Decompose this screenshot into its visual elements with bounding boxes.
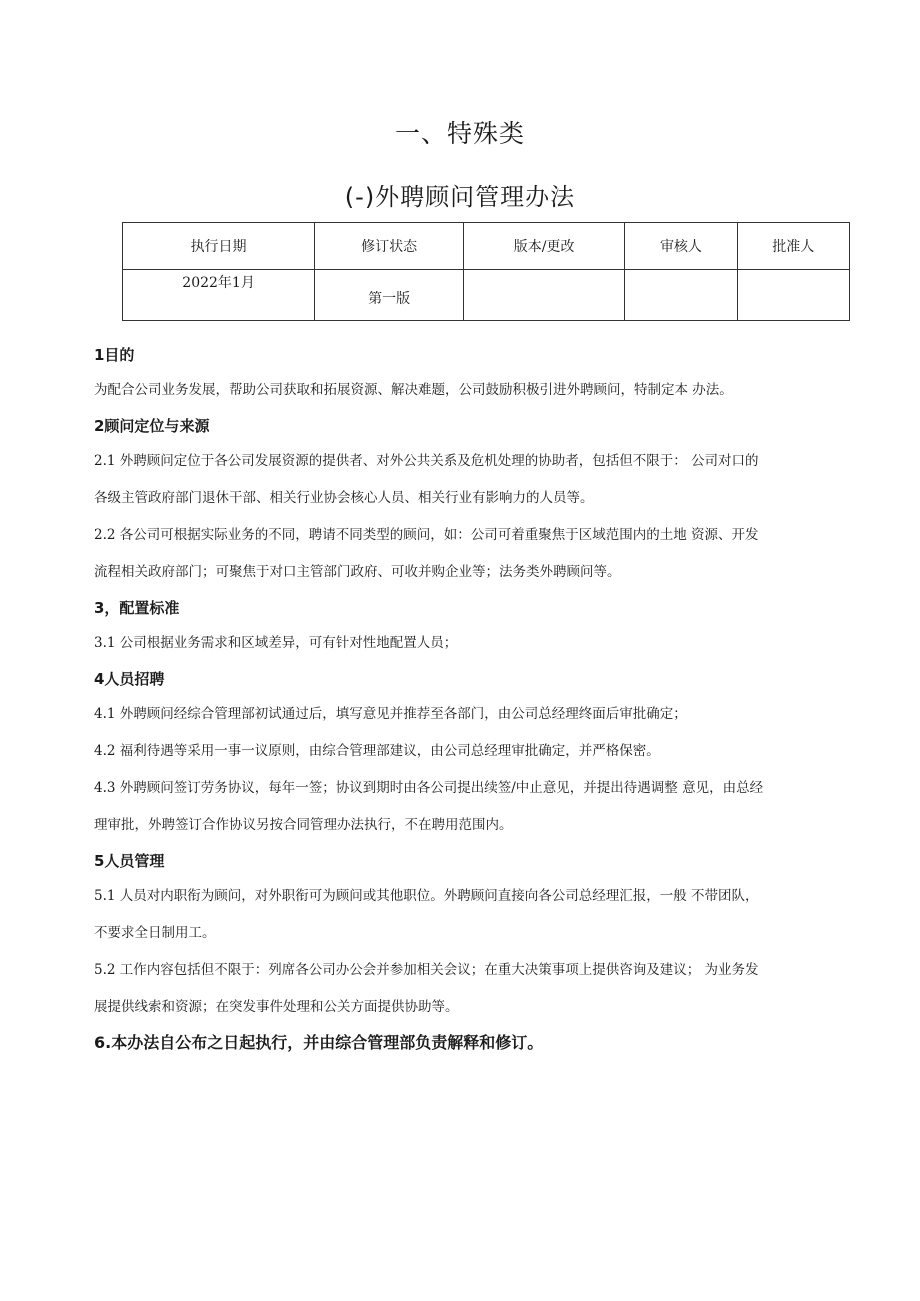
section-heading-purpose: 1目的 [94,346,135,364]
cell-exec-date: 2022年1月 [123,270,315,321]
header-reviewer: 审核人 [625,223,737,270]
section-heading-effective: 6.本办法自公布之日起执行，并由综合管理部负责解释和修订。 [94,1033,544,1052]
paragraph-line: 4.1 外聘顾问经综合管理部初试通过后，填写意见并推荐至各部门，由公司总经理终面后审批确定； [94,706,687,722]
header-approver: 批准人 [737,223,849,270]
paragraph-line: 为配合公司业务发展，帮助公司获取和拓展资源、解决难题，公司鼓励积极引进外聘顾问，特制定本 办法。 [94,382,733,398]
paragraph-line: 流程相关政府部门；可聚焦于对口主管部门政府、可收并购企业等；法务类外聘顾问等。 [94,564,621,580]
section-heading-recruitment: 4人员招聘 [94,670,165,688]
document-title: 一、特殊类 [394,119,525,148]
revision-table-header [123,223,850,270]
paragraph-line: 各级主管政府部门退休干部、相关行业协会核心人员、相关行业有影响力的人员等。 [94,490,594,506]
paragraph-line: 2.2 各公司可根据实际业务的不同，聘请不同类型的顾问，如：公司可着重聚焦于区域范围内的土地 资源、开发 [94,527,759,543]
document-body [94,338,884,1060]
cell-reviewer [625,270,737,321]
document-subtitle: (-)外聘顾问管理办法 [344,183,576,211]
cell-version [464,270,625,321]
section-heading-management: 5人员管理 [94,852,165,870]
paragraph-line: 4.2 福利待遇等采用一事一议原则，由综合管理部建议，由公司总经理审批确定，并严格保密。 [94,743,660,759]
paragraph-line: 2.1 外聘顾问定位于各公司发展资源的提供者、对外公共关系及危机处理的协助者，包括但不限于： 公司对口的 [94,453,759,469]
paragraph-line: 4.3 外聘顾问签订劳务协议，每年一签；协议到期时由各公司提出续签/中止意见，并提出待遇调整 意见，由总经 [94,780,764,796]
revision-table [122,222,850,321]
table-row [123,270,850,321]
section-heading-positioning: 2顾问定位与来源 [94,417,210,435]
cell-approver [737,270,849,321]
paragraph-line: 展提供线索和资源；在突发事件处理和公关方面提供协助等。 [94,999,459,1015]
header-version: 版本/更改 [464,223,625,270]
paragraph-line: 5.2 工作内容包括但不限于：列席各公司办公会并参加相关会议；在重大决策事项上提供咨询及建议； 为业务发 [94,962,759,978]
cell-revision-status: 第一版 [315,270,464,321]
header-exec-date: 执行日期 [123,223,315,270]
paragraph-line: 3.1 公司根据业务需求和区域差异，可有针对性地配置人员； [94,635,458,651]
paragraph-line: 5.1 人员对内职衔为顾问，对外职衔可为顾问或其他职位。外聘顾问直接向各公司总经理汇报，一般 不带团队， [94,888,759,904]
header-revision-status: 修订状态 [315,223,464,270]
paragraph-line: 理审批，外聘签订合作协议另按合同管理办法执行，不在聘用范围内。 [94,817,513,833]
section-heading-standards: 3，配置标准 [94,599,180,617]
paragraph-line: 不要求全日制用工。 [94,925,216,941]
